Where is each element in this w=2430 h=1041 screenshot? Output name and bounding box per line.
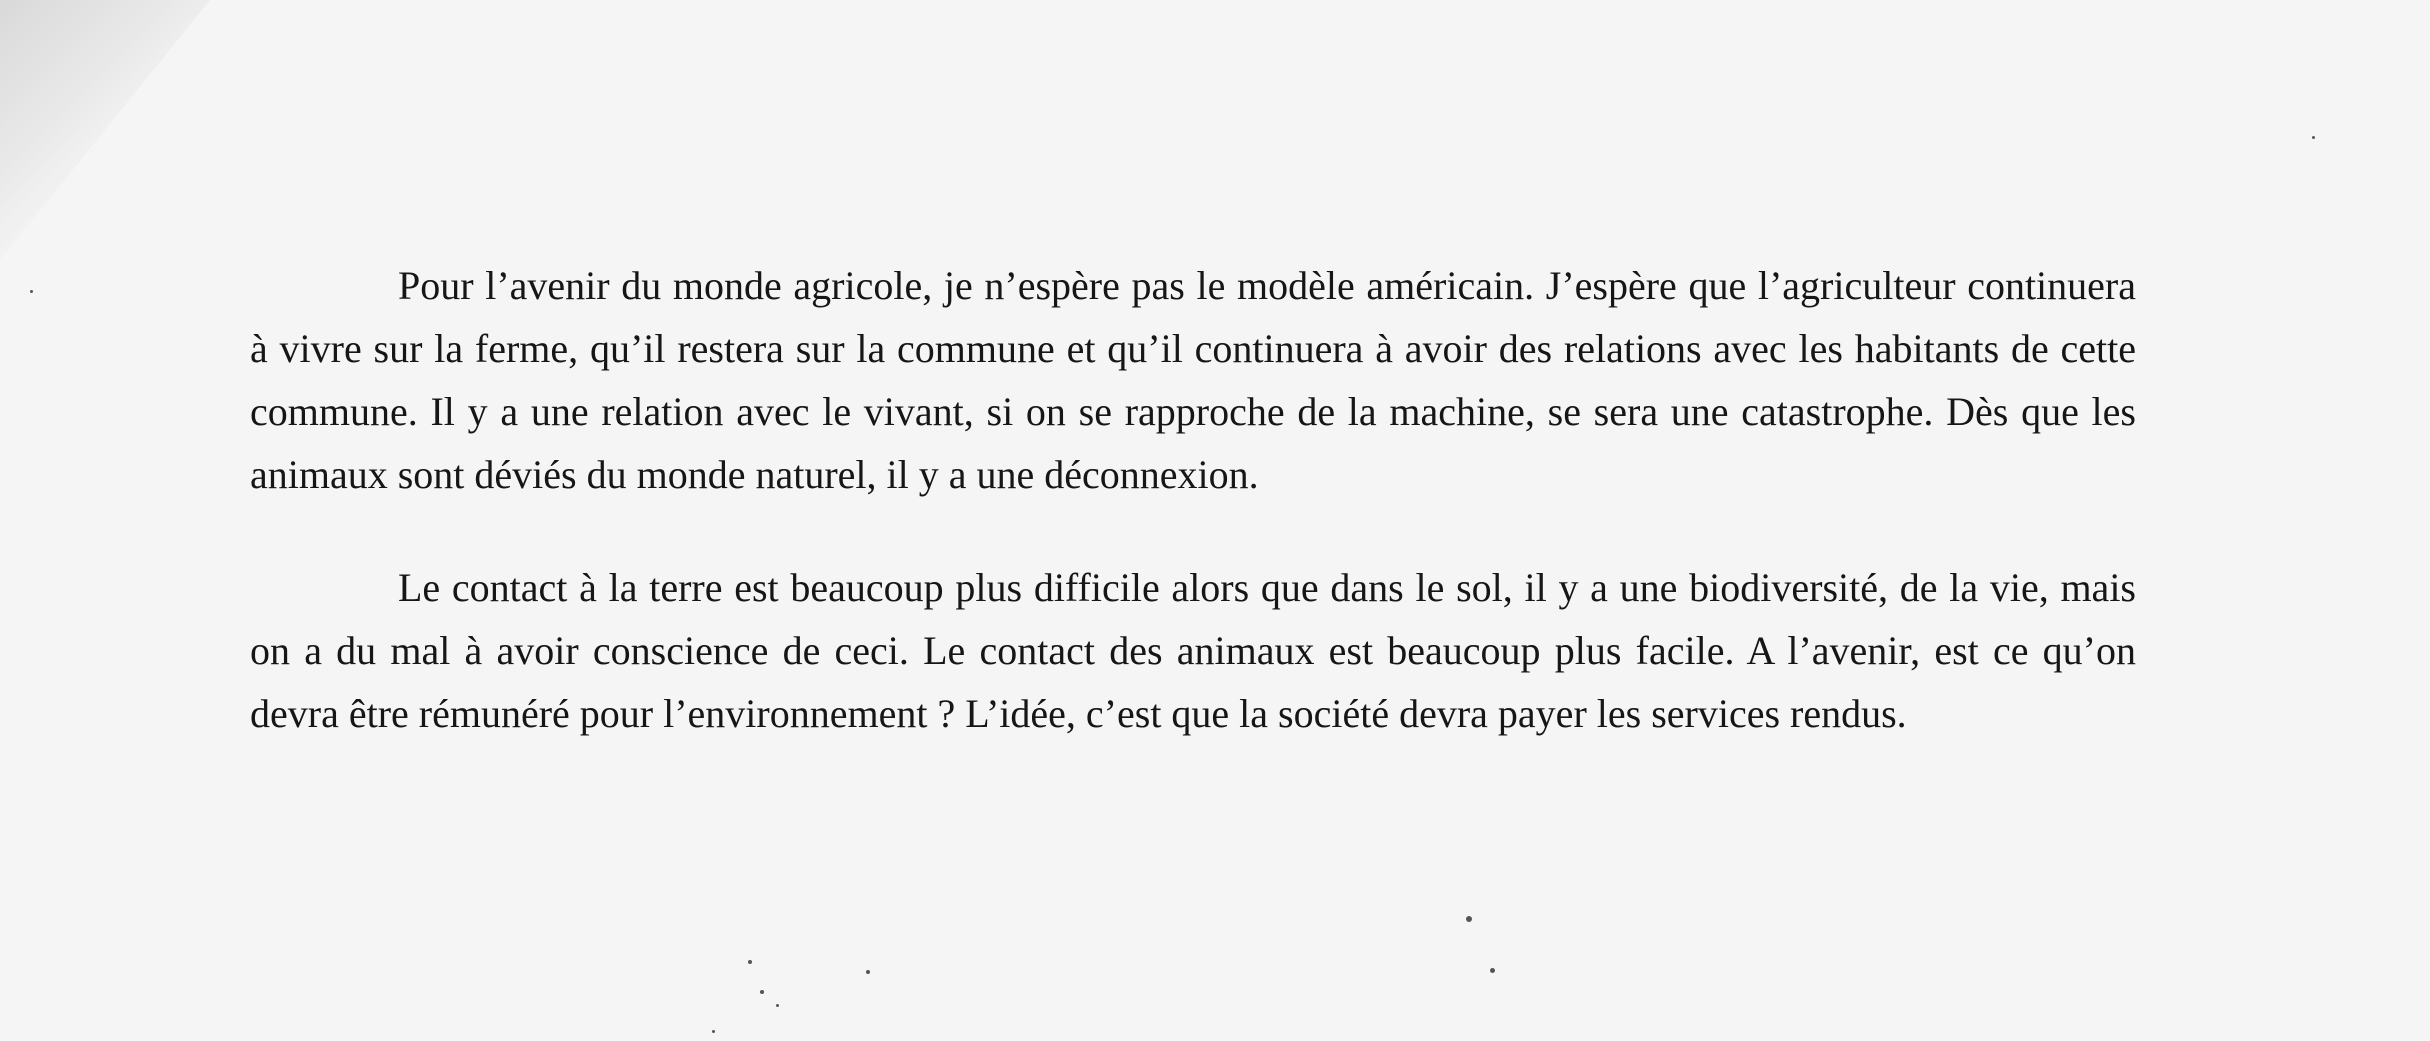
paragraph-1: Pour l’avenir du monde agricole, je n’espère pas le modèle américain. J’espère que l’agriculteur continuera à vivre sur la ferme, qu’il restera sur la commune et qu’il continuera à avoir des relations avec les habitants de cette commune. Il y a une relation avec le vivant, si on se rapproche de la machine, se sera une catastrophe. Dès que les animaux sont déviés du monde naturel, il y a une déconnexion. (250, 263, 2136, 497)
scan-speck (30, 290, 33, 293)
scan-speck (1490, 968, 1495, 973)
scan-speck (712, 1030, 715, 1033)
document-body (250, 254, 2136, 745)
scan-speck (748, 960, 752, 964)
scan-speck (866, 970, 870, 974)
scan-speck (1466, 916, 1472, 922)
scan-speck (760, 990, 764, 994)
scan-speck (776, 1004, 779, 1007)
scan-speck (2312, 136, 2315, 139)
folded-corner-shadow (0, 0, 210, 260)
paragraph-2: Le contact à la terre est beaucoup plus difficile alors que dans le sol, il y a une biodiversité, de la vie, mais on a du mal à avoir conscience de ceci. Le contact des animaux est beaucoup plus facile. A l’avenir, est ce qu’on devra être rémunéré pour l’environnement ? L’idée, c’est que la société devra payer les services rendus. (250, 565, 2136, 736)
